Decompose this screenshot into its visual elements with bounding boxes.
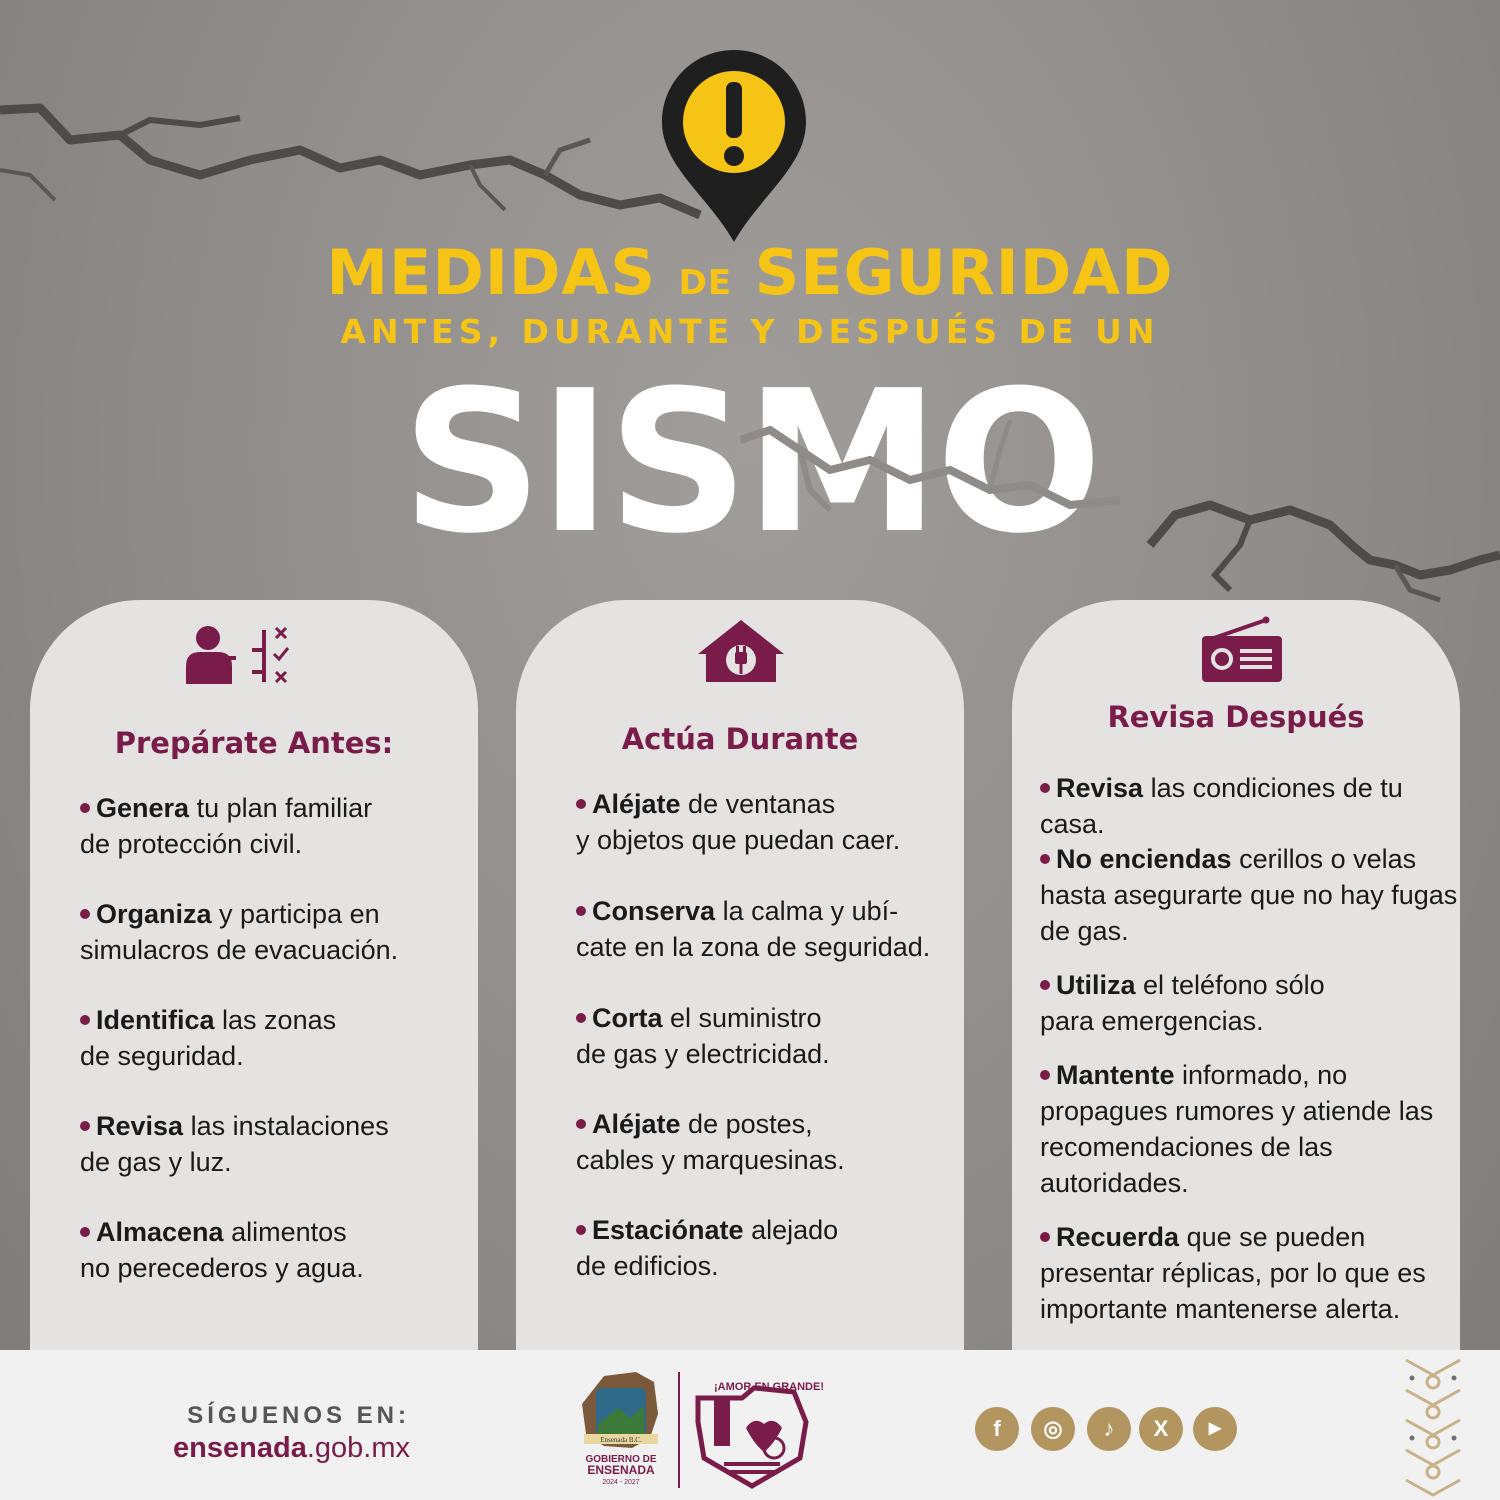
item-text: cables y marquesinas. <box>576 1145 845 1175</box>
item-text: recomendaciones de las <box>1040 1132 1333 1162</box>
bullet-dot <box>80 1227 90 1237</box>
slogan-text: ¡AMOR EN GRANDE! <box>714 1381 824 1393</box>
item-keyword: Recuerda <box>1056 1222 1180 1252</box>
item-keyword: Organiza <box>96 899 212 929</box>
item-text: tu plan familiar <box>189 793 373 823</box>
tiktok-icon[interactable]: ♪ <box>1087 1407 1131 1451</box>
item-text: las zonas <box>214 1005 337 1035</box>
house-plug-icon <box>696 618 786 684</box>
instagram-icon[interactable]: ◎ <box>1031 1407 1075 1451</box>
item-text: autoridades. <box>1040 1168 1189 1198</box>
item-keyword: Utiliza <box>1056 970 1136 1000</box>
item-text: importante mantenerse alerta. <box>1040 1294 1401 1324</box>
item-text: hasta asegurarte que no hay fugas <box>1040 880 1458 910</box>
list-item <box>80 896 398 968</box>
bullet-dot <box>576 906 586 916</box>
bullet-dot <box>576 1225 586 1235</box>
card-act-during <box>516 600 964 1360</box>
item-keyword: No enciendas <box>1056 844 1232 874</box>
website-domain-suffix: .gob.mx <box>306 1432 410 1464</box>
radio-icon <box>1200 616 1284 684</box>
bullet-dot <box>576 1119 586 1129</box>
bullet-dot <box>80 1015 90 1025</box>
item-keyword: Revisa <box>96 1111 184 1141</box>
item-text: el teléfono sólo <box>1135 970 1325 1000</box>
item-keyword: Aléjate <box>592 789 681 819</box>
bullet-dot <box>576 799 586 809</box>
list-item <box>576 1000 830 1072</box>
list-item <box>576 786 900 858</box>
government-logos <box>574 1368 824 1496</box>
item-text: de seguridad. <box>80 1041 244 1071</box>
bullet-dot <box>576 1013 586 1023</box>
decorative-pattern <box>1398 1350 1468 1500</box>
footer <box>0 1350 1500 1500</box>
list-item <box>1040 967 1325 1039</box>
card-check-after <box>1012 600 1460 1360</box>
website-link[interactable] <box>120 1432 410 1465</box>
item-text: para emergencias. <box>1040 1006 1264 1036</box>
item-text: de gas. <box>1040 916 1129 946</box>
list-item <box>1040 1219 1426 1327</box>
youtube-icon[interactable]: ▶ <box>1193 1407 1237 1451</box>
list-item <box>80 1108 389 1180</box>
card-title-durante: Actúa Durante <box>621 722 859 756</box>
item-text: cerillos o velas <box>1231 844 1417 874</box>
item-keyword: Genera <box>96 793 190 823</box>
item-keyword: Estaciónate <box>592 1215 744 1245</box>
title-medidas-de-seguridad <box>0 236 1500 309</box>
x-icon[interactable]: X <box>1139 1407 1183 1451</box>
bullet-dot <box>80 1121 90 1131</box>
item-text: no perecederos y agua. <box>80 1253 364 1283</box>
item-text: alimentos <box>223 1217 347 1247</box>
list-item <box>1040 770 1460 842</box>
item-text: de gas y luz. <box>80 1147 232 1177</box>
seal-band-text: Ensenada B.C. <box>600 1436 642 1444</box>
title-word-medidas: MEDIDAS <box>326 236 657 309</box>
item-text: de edificios. <box>576 1251 719 1281</box>
item-text: que se pueden <box>1179 1222 1366 1252</box>
item-keyword: Identifica <box>96 1005 215 1035</box>
item-keyword: Revisa <box>1056 773 1144 803</box>
item-text: informado, no <box>1174 1060 1348 1090</box>
bullet-dot <box>1040 1232 1050 1242</box>
bullet-dot <box>1040 783 1050 793</box>
item-text: simulacros de evacuación. <box>80 935 399 965</box>
bullet-dot <box>80 909 90 919</box>
ensenada-seal-logo <box>582 1372 658 1486</box>
seal-years: 2024 - 2027 <box>602 1479 640 1486</box>
bullet-dot <box>1040 980 1050 990</box>
title-word-seguridad: SEGURIDAD <box>754 236 1174 309</box>
card-prepare-before <box>30 600 478 1360</box>
website-domain-bold: ensenada <box>173 1432 307 1464</box>
list-item <box>80 1002 336 1074</box>
item-text: y objetos que puedan caer. <box>576 825 901 855</box>
item-text: el suministro <box>662 1003 822 1033</box>
seal-text-1: GOBIERNO DE <box>585 1454 657 1465</box>
list-item <box>576 1212 838 1284</box>
card-title-despues: Revisa Después <box>1107 700 1365 734</box>
amor-en-grande-logo <box>698 1381 824 1486</box>
seal-text-2: ENSENADA <box>587 1463 655 1477</box>
main-word-sismo: SISMO <box>401 349 1099 577</box>
item-text: cate en la zona de seguridad. <box>576 932 931 962</box>
list-item <box>1040 1057 1433 1201</box>
item-text: y participa en <box>211 899 380 929</box>
card-title-antes: Prepárate Antes: <box>114 726 394 760</box>
facebook-icon[interactable]: f <box>975 1407 1019 1451</box>
item-keyword: Corta <box>592 1003 663 1033</box>
bullet-dot <box>1040 854 1050 864</box>
item-text: propagues rumores y atiende las <box>1040 1096 1434 1126</box>
warning-pin-icon <box>658 46 810 246</box>
item-text: alejado <box>743 1215 839 1245</box>
item-text: de protección civil. <box>80 829 303 859</box>
list-item <box>576 1106 845 1178</box>
item-text: de ventanas <box>680 789 836 819</box>
list-item <box>1040 841 1457 949</box>
item-keyword: Aléjate <box>592 1109 681 1139</box>
follow-us-label: SÍGUENOS EN: <box>187 1402 410 1429</box>
item-keyword: Almacena <box>96 1217 224 1247</box>
item-text: las instalaciones <box>183 1111 389 1141</box>
list-item <box>80 1214 364 1286</box>
bullet-dot <box>80 803 90 813</box>
item-text: de gas y electricidad. <box>576 1039 830 1069</box>
title-connector: DE <box>678 263 733 303</box>
list-item <box>576 893 930 965</box>
item-text: de postes, <box>680 1109 813 1139</box>
item-keyword: Mantente <box>1056 1060 1175 1090</box>
subtitle: ANTES, DURANTE Y DESPUÉS DE UN <box>340 312 1160 351</box>
bullet-dot <box>1040 1070 1050 1080</box>
item-text: la calma y ubí- <box>715 896 899 926</box>
person-checklist-icon <box>186 624 296 688</box>
item-text: presentar réplicas, por lo que es <box>1040 1258 1426 1288</box>
item-text: las condiciones de tu casa. <box>1040 773 1403 839</box>
sismo-crack-decoration <box>740 410 1140 530</box>
item-keyword: Conserva <box>592 896 716 926</box>
list-item <box>80 790 372 862</box>
